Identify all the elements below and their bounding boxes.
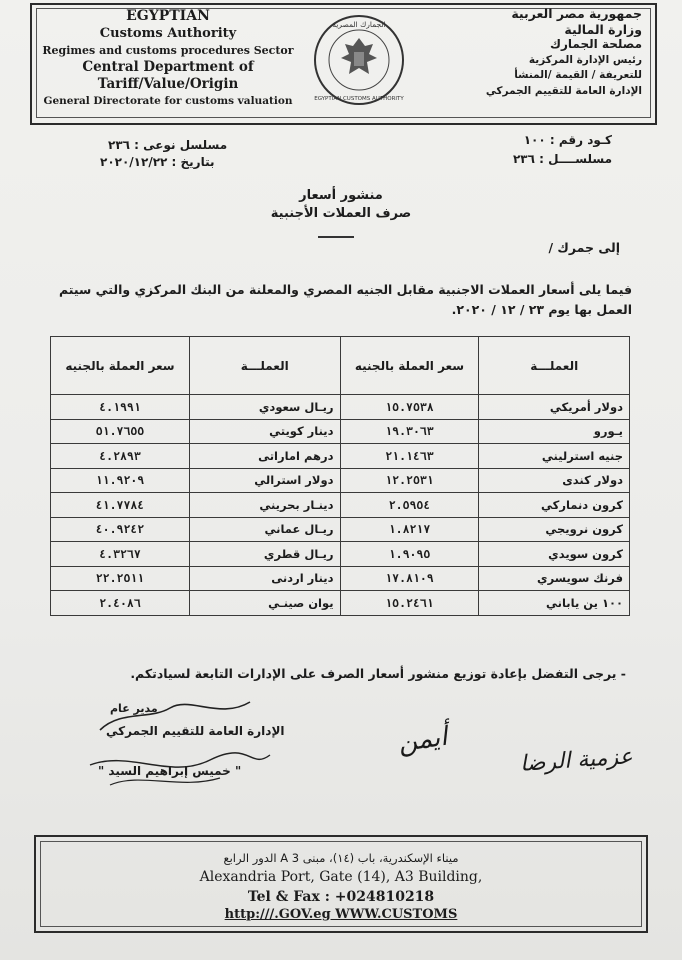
currency-cell: كرون سويدي <box>479 542 630 567</box>
type-serial-value: ٢٣٦ <box>108 138 130 152</box>
signatory-department: الإدارة العامة للتقييم الجمركي <box>106 724 285 738</box>
currency-cell: دولار استرالي <box>189 468 340 493</box>
code-value: ١٠٠ <box>523 133 546 147</box>
rate-cell: ٤.٢٨٩٣ <box>51 444 190 469</box>
date-value: ٢٠٢٠/١٢/٢٢ <box>100 155 168 169</box>
logo-english-text: EGYPTIAN CUSTOMS AUTHORITY <box>314 96 404 102</box>
rate-cell: ١١.٩٢٠٩ <box>51 468 190 493</box>
intro-paragraph: فيما يلى أسعار العملات الاجنبية مقابل الجنيه المصري والمعلنة من البنك المركزي والتي سيتم العمل بها يوم ٢٣ / ١٢ / ٢٠٢٠. <box>58 282 632 317</box>
en-line-authority: Customs Authority <box>99 26 237 41</box>
currency-cell: دينار اردنى <box>189 566 340 591</box>
currency-cell: يوان صينـي <box>189 591 340 616</box>
rate-cell: ٤.١٩٩١ <box>51 395 190 420</box>
table-row <box>51 493 630 518</box>
signatory-name: " خميس إبراهيم السيد " <box>98 764 242 778</box>
rate-cell: ١.٨٢١٧ <box>340 517 479 542</box>
ar-line-tariff: للتعريفة / القيمة /المنشأ <box>514 69 642 81</box>
currency-cell: فرنك سويسري <box>479 566 630 591</box>
rate-cell: ١٧.٨١٠٩ <box>340 566 479 591</box>
addressee: إلى جمرك / <box>548 240 620 255</box>
header-currency-1: العملـــة <box>479 337 630 395</box>
ar-line-ministry: وزارة المالية <box>564 21 642 37</box>
code-label: كـود رقم : <box>549 133 612 147</box>
table-row <box>51 542 630 567</box>
currency-cell: ريـال عماني <box>189 517 340 542</box>
date-label: بتاريخ : <box>171 155 215 169</box>
currency-cell: دينار كويتي <box>189 419 340 444</box>
handwritten-signature-right: عزمية الرضا <box>519 744 634 777</box>
distribution-note: - يرجى التفضل بإعادة توزيع منشور أسعار الصرف على الإدارات التابعة لسيادتكم. <box>130 666 626 681</box>
serial-number <box>513 152 612 166</box>
serial-value: ٢٣٦ <box>512 152 535 166</box>
currency-cell: ريـال قطري <box>189 542 340 567</box>
handwritten-signature-left: أيمن <box>396 721 450 759</box>
rate-cell: ١٩.٣٠٦٣ <box>340 419 479 444</box>
code-number <box>524 133 612 147</box>
serial-label: مسلســــل : <box>539 152 612 166</box>
table-row <box>51 566 630 591</box>
rate-cell: ١٥.٢٤٦١ <box>340 591 479 616</box>
en-line-directorate: General Directorate for customs valuation <box>43 95 293 107</box>
ar-line-authority: مصلحة الجمارك <box>550 37 642 51</box>
rate-cell: ٢.٥٩٥٤ <box>340 493 479 518</box>
rate-cell: ٤٠.٩٢٤٢ <box>51 517 190 542</box>
document-title: منشور أسعار <box>299 188 383 203</box>
en-line-sector: Regimes and customs procedures Sector <box>42 44 294 57</box>
header-rate-1: سعر العملة بالجنيه <box>340 337 479 395</box>
arabic-letterhead <box>432 6 642 99</box>
ar-line-directorate: الإدارة العامة للتقييم الجمركي <box>485 84 642 97</box>
rate-cell: ١٥.٧٥٣٨ <box>340 395 479 420</box>
currency-cell: يـورو <box>479 419 630 444</box>
rate-cell: ٥١.٧٦٥٥ <box>51 419 190 444</box>
table-row <box>51 468 630 493</box>
table-row <box>51 395 630 420</box>
currency-cell: كرون دنماركي <box>479 493 630 518</box>
currency-cell: دينـار بحريني <box>189 493 340 518</box>
footer-website[interactable]: http:///.GOV.eg WWW.CUSTOMS <box>224 907 458 922</box>
currency-cell: درهم اماراتى <box>189 444 340 469</box>
signatory-title: مدير عام <box>110 702 158 715</box>
document-subtitle: صرف العملات الأجنبية <box>270 206 412 221</box>
rate-cell: ٢٢.٢٥١١ <box>51 566 190 591</box>
issue-date <box>100 155 215 169</box>
currency-cell: ريـال سعودي <box>189 395 340 420</box>
title-underline <box>318 236 354 238</box>
table-row <box>51 517 630 542</box>
table-row <box>51 591 630 616</box>
en-line-department: Central Department of <box>82 59 254 75</box>
currency-cell: جنيه استرليني <box>479 444 630 469</box>
header-rate-2: سعر العملة بالجنيه <box>51 337 190 395</box>
exchange-rate-table <box>50 336 630 616</box>
currency-cell: ١٠٠ ين ياباني <box>479 591 630 616</box>
en-line-tariff: Tariff/Value/Origin <box>97 76 239 92</box>
table-header-row <box>51 337 630 395</box>
header-currency-2: العملـــة <box>189 337 340 395</box>
table-row <box>51 419 630 444</box>
rate-cell: ٢.٤٠٨٦ <box>51 591 190 616</box>
footer-address-arabic: ميناء الإسكندرية، باب (١٤)، مبنى 3 A الدور الرابع <box>223 851 459 865</box>
logo-arabic-text: الجمارك المصرية <box>332 20 386 29</box>
currency-cell: كرون نرويجي <box>479 517 630 542</box>
english-letterhead <box>38 8 298 110</box>
footer-telfax: Tel & Fax : +024810218 <box>247 889 435 905</box>
rate-cell: ١.٩٠٩٥ <box>340 542 479 567</box>
type-serial-label: مسلسل نوعى : <box>134 138 228 152</box>
customs-authority-logo <box>311 12 407 108</box>
type-serial <box>108 138 227 152</box>
currency-cell: دولار كندى <box>479 468 630 493</box>
table-row <box>51 444 630 469</box>
currency-cell: دولار أمريكي <box>479 395 630 420</box>
rate-cell: ٤١.٧٧٨٤ <box>51 493 190 518</box>
footer-address-english: Alexandria Port, Gate (14), A3 Building, <box>199 869 483 885</box>
ar-line-head: رئيس الإدارة المركزية <box>528 53 642 66</box>
rate-cell: ٢١.١٤٦٣ <box>340 444 479 469</box>
en-line-country: EGYPTIAN <box>126 8 210 24</box>
rate-cell: ٤.٣٢٦٧ <box>51 542 190 567</box>
ar-line-republic: جمهورية مصر العربية <box>511 6 642 21</box>
signature-scribble-icon <box>80 690 280 800</box>
rate-cell: ١٢.٢٥٣١ <box>340 468 479 493</box>
